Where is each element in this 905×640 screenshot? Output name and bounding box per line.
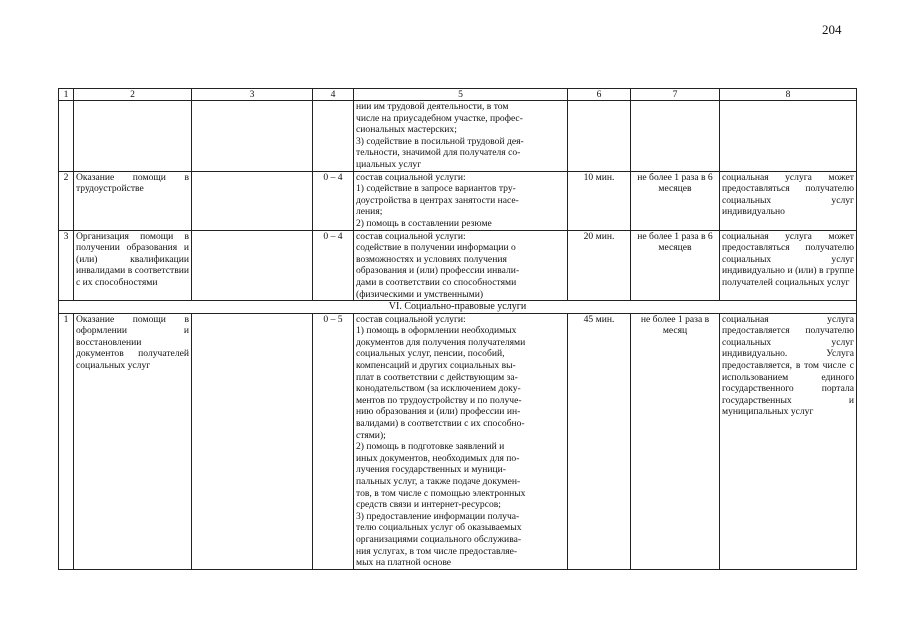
- composition-cell: [354, 230, 568, 301]
- service-note: социальная услуга может предоставляться получателю социальных услуг индивидуально: [720, 171, 857, 230]
- service-time: 20 мин.: [568, 230, 631, 301]
- composition-line: иных документов, необходимых для по-: [356, 452, 520, 464]
- composition-line: состав социальной услуги:: [356, 313, 466, 325]
- composition-line: нию образования и (или) профессии ин-: [356, 406, 521, 418]
- service-frequency: не более 1 раза в 6 месяцев: [631, 230, 720, 301]
- row-number: 2: [59, 171, 74, 230]
- table-row: [59, 313, 857, 569]
- services-table: [58, 88, 857, 570]
- composition-line: мых на платной основе: [356, 557, 452, 569]
- composition-line: пальных услуг, а также подаче докумен-: [356, 476, 521, 487]
- header-cell: 6: [568, 89, 631, 101]
- composition-cell: [354, 171, 568, 230]
- header-row: [59, 89, 857, 101]
- composition-line: содействие в получении информации о: [356, 242, 516, 254]
- header-cell: 2: [74, 89, 192, 101]
- service-note: социальная услуга предоставляется получателю социальных услуг индивидуально. Услуга предоставляется, в том числе с использованием единого государственного портала государственных и муниципальных услуг: [720, 313, 857, 569]
- header-cell: 3: [192, 89, 313, 101]
- section-title: VI. Социально-правовые услуги: [59, 301, 857, 314]
- continuation-row: [59, 101, 857, 172]
- composition-line: образования и (или) профессии инвали-: [356, 265, 520, 277]
- composition-line: состав социальной услуги:: [356, 230, 466, 242]
- composition-line: конодательством (за исключением доку-: [356, 383, 521, 395]
- composition-line: организациями социального обслужива-: [356, 533, 522, 545]
- composition-line: (физическими и умственными): [356, 288, 484, 300]
- service-time: 45 мин.: [568, 313, 631, 569]
- service-range: 0 – 5: [313, 313, 354, 569]
- service-col3: [192, 313, 313, 569]
- composition-line: документов для получения получателями: [356, 336, 526, 348]
- service-range: 0 – 4: [313, 171, 354, 230]
- service-col3: [192, 230, 313, 301]
- service-time: 10 мин.: [568, 171, 631, 230]
- composition-line: лучения государственных и муници-: [356, 464, 506, 476]
- composition-line: состав социальной услуги:: [356, 171, 466, 183]
- composition-line: компенсаций и других социальных вы-: [356, 360, 516, 372]
- service-name: Организация помощи в получении образования и (или) квалификации инвалидами в соответствии с их способностями: [74, 230, 192, 301]
- service-name: Оказание помощи в оформлении и восстановлении документов получателей социальных услуг: [74, 313, 192, 569]
- composition-cell: [354, 313, 568, 569]
- service-name: Оказание помощи в трудоустройстве: [74, 171, 192, 230]
- composition-line: 1) содействие в запросе вариантов тру-: [356, 183, 516, 195]
- composition-line: телю социальных услуг об оказываемых: [356, 522, 522, 534]
- composition-line: 2) помощь в составлении резюме: [356, 217, 492, 229]
- row-number: 3: [59, 230, 74, 301]
- composition-line: 2) помощь в подготовке заявлений и: [356, 441, 505, 453]
- composition-line: валидами) в соответствии с их способно-: [356, 418, 525, 430]
- header-cell: 8: [720, 89, 857, 101]
- composition-line: тов, в том числе с помощью электронных: [356, 487, 526, 499]
- service-frequency: не более 1 раза в месяц: [631, 313, 720, 569]
- section-row: [59, 301, 857, 314]
- service-range: 0 – 4: [313, 230, 354, 301]
- table-row: [59, 230, 857, 301]
- composition-line: средств связи и интернет-ресурсов;: [356, 499, 501, 511]
- table-row: [59, 171, 857, 230]
- header-cell: 1: [59, 89, 74, 101]
- composition-line: стями);: [356, 429, 386, 441]
- row-number: 1: [59, 313, 74, 569]
- composition-line: доустройства в центрах занятости насе-: [356, 194, 519, 206]
- composition-line: 3) предоставление информации получа-: [356, 510, 520, 522]
- composition-line: возможностях и условиях получения: [356, 253, 507, 265]
- service-col3: [192, 171, 313, 230]
- composition-line: числе на приусадебном участке, профес-: [356, 112, 523, 124]
- composition-line: 3) содействие в посильной трудовой дея-: [356, 135, 524, 147]
- header-cell: 5: [354, 89, 568, 101]
- composition-line: 1) помощь в оформлении необходимых: [356, 325, 517, 337]
- header-cell: 4: [313, 89, 354, 101]
- service-note: социальная услуга может предоставляться получателю социальных услуг индивидуально и (или) в группе получателей социальных услуг: [720, 230, 857, 301]
- composition-line: социальных услуг, пенсии, пособий,: [356, 348, 505, 360]
- composition-cell: [354, 101, 568, 172]
- composition-line: циальных услуг: [356, 158, 422, 170]
- composition-line: нии им трудовой деятельности, в том: [356, 101, 509, 112]
- composition-line: дами в соответствии со способностями: [356, 276, 517, 288]
- header-cell: 7: [631, 89, 720, 101]
- composition-line: тельности, значимой для получателя со-: [356, 147, 521, 159]
- service-frequency: не более 1 раза в 6 месяцев: [631, 171, 720, 230]
- composition-line: плат в соответствии с действующим за-: [356, 371, 518, 383]
- composition-line: ния услугах, в том числе предоставляе-: [356, 545, 518, 557]
- composition-line: сиональных мастерских;: [356, 124, 457, 136]
- composition-line: ления;: [356, 206, 383, 218]
- page-number: 204: [822, 22, 842, 37]
- composition-line: ментов по трудоустройству и по получе-: [356, 394, 522, 406]
